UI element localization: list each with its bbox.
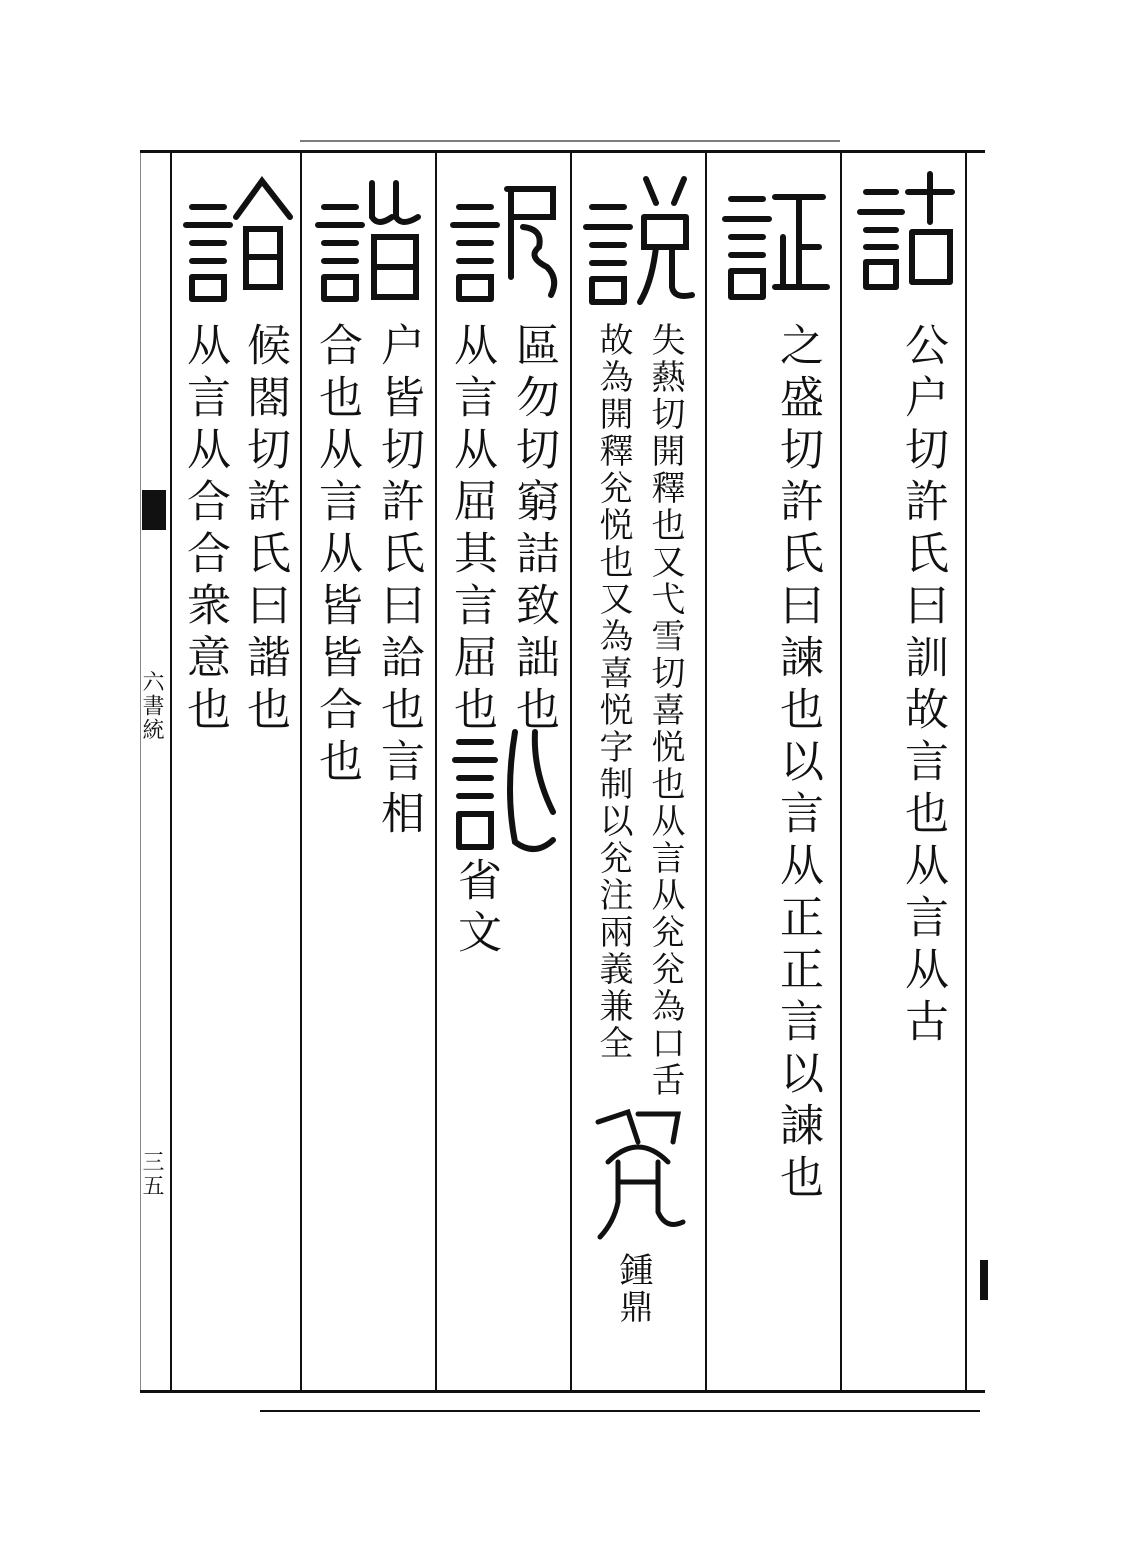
bottom-rule [140, 1390, 985, 1393]
left-outer-line [140, 150, 141, 1392]
gloss-text-right: 公户切許氏曰訓故言也从言从古 [897, 322, 948, 1050]
page-number: 三五 [139, 1150, 164, 1198]
gloss-text-left: 故為開釋兊悦也又為喜悦字制以兊注兩義兼全 [593, 322, 633, 1062]
top-rule-dashed [300, 140, 840, 142]
entry-column-5 [300, 152, 435, 1390]
gloss-text-left: 从言从屈其言屈也 [446, 322, 497, 738]
gloss-text-right: 户皆切許氏曰詥也言相 [373, 322, 424, 842]
seal-script-glyph [713, 167, 833, 302]
seal-script-glyph [846, 162, 958, 292]
seal-script-glyph [443, 167, 563, 302]
entry-column-6 [170, 152, 300, 1390]
seal-script-glyph [576, 167, 700, 307]
gloss-text-right: 失爇切開釋也又弋雪切喜悦也从言从兊兊為口舌 [645, 322, 685, 1099]
variant-source-label: 鍾鼎 [613, 1252, 653, 1326]
gloss-text-left: 从言从合合衆意也 [179, 322, 230, 738]
seal-script-glyph [308, 167, 428, 302]
entry-column-4 [435, 152, 570, 1390]
right-tab-mark [980, 1260, 988, 1300]
gloss-text-right: 區勿切窮詰致詘也 [508, 322, 559, 738]
entry-column-2 [705, 152, 840, 1390]
book-title-margin: 六書統 [139, 670, 164, 742]
abbreviation-note: 省文 [450, 857, 501, 961]
right-border-line [965, 150, 967, 1392]
bottom-rule-thin [260, 1410, 980, 1412]
entry-column-3 [570, 152, 705, 1390]
abbreviated-glyph [445, 722, 560, 857]
gloss-text-left: 合也从言从皆皆合也 [311, 322, 362, 790]
bronze-variant-glyph [588, 1102, 688, 1242]
gloss-text-right: 候閤切許氏曰諧也 [239, 322, 290, 738]
gloss-text: 之盛切許氏曰諫也以言从正正言以諫也 [772, 322, 823, 1206]
fishtail-mark [142, 490, 166, 530]
seal-script-glyph [176, 167, 296, 302]
entry-column-1 [840, 152, 965, 1390]
